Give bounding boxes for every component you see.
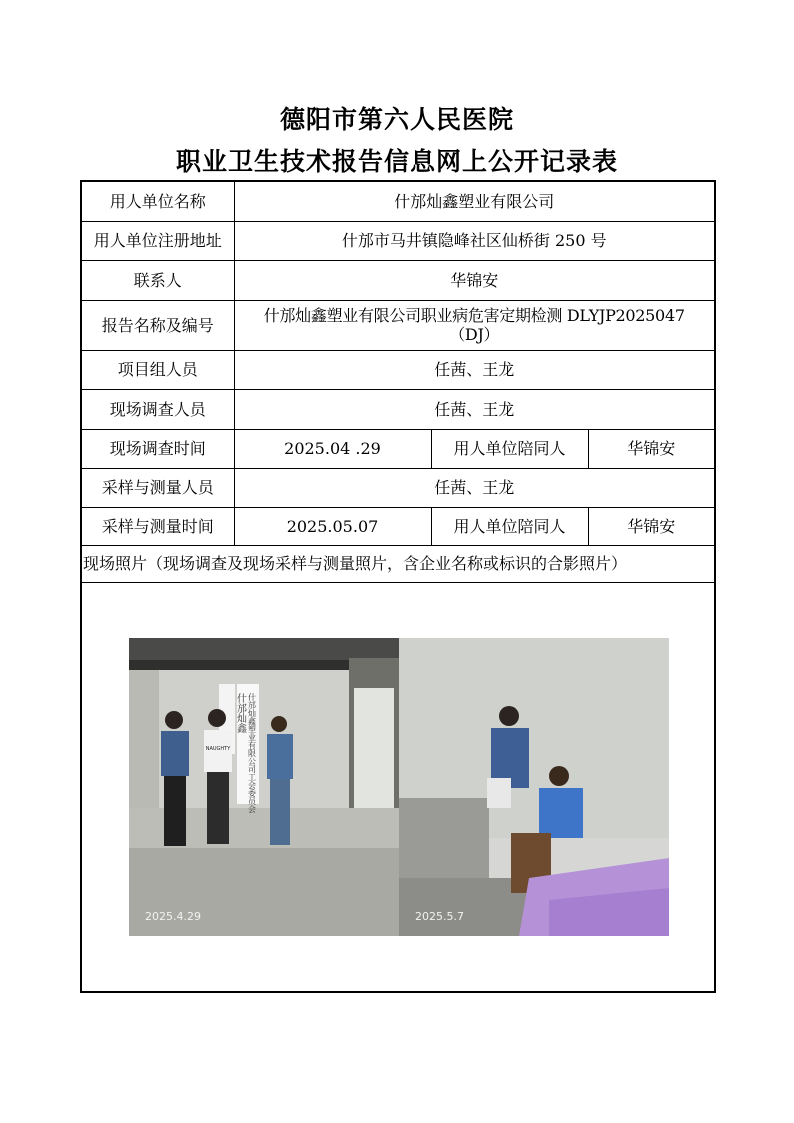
photo-group <box>129 638 669 936</box>
sampling-time-label: 采样与测量时间 <box>81 507 234 545</box>
shirt-text: NAUGHTY <box>205 745 231 752</box>
sampling-companion-value: 华锦安 <box>588 507 715 545</box>
employer-address-value: 什邡市马井镇隐峰社区仙桥街 250 号 <box>234 221 715 260</box>
employer-address-label: 用人单位注册地址 <box>81 221 234 260</box>
employer-name-value: 什邡灿鑫塑业有限公司 <box>234 181 715 221</box>
sampling-companion-label: 用人单位陪同人 <box>431 507 588 545</box>
employer-name-label: 用人单位名称 <box>81 181 234 221</box>
survey-staff-label: 现场调查人员 <box>81 389 234 429</box>
survey-time-label: 现场调查时间 <box>81 429 234 468</box>
sign-text: 什邡灿鑫 <box>234 692 246 733</box>
survey-companion-label: 用人单位陪同人 <box>431 429 588 468</box>
sampling-photo <box>399 638 669 936</box>
table-row <box>81 181 715 221</box>
report-value-line1: 什邡灿鑫塑业有限公司职业病危害定期检测 DLYJP2025047 <box>263 306 685 325</box>
table-row <box>81 545 715 582</box>
group-photo <box>129 638 399 936</box>
table-row <box>81 350 715 389</box>
table-row <box>81 582 715 992</box>
contact-value: 华锦安 <box>234 260 715 300</box>
table-row <box>81 300 715 350</box>
sampling-time-value: 2025.05.07 <box>234 507 431 545</box>
project-members-value: 任茜、王龙 <box>234 350 715 389</box>
table-row <box>81 221 715 260</box>
sampling-staff-label: 采样与测量人员 <box>81 468 234 507</box>
left-photo-date: 2025.4.29 <box>145 909 201 923</box>
form-title: 职业卫生技术报告信息网上公开记录表 <box>175 147 618 176</box>
right-photo-date: 2025.5.7 <box>415 909 464 923</box>
photos-cell <box>81 582 715 992</box>
sampling-staff-value: 任茜、王龙 <box>234 468 715 507</box>
report-label: 报告名称及编号 <box>81 300 234 350</box>
photos-heading: 现场照片（现场调查及现场采样与测量照片，含企业名称或标识的合影照片） <box>81 545 715 582</box>
report-value <box>234 300 715 350</box>
survey-companion-value: 华锦安 <box>588 429 715 468</box>
table-row <box>81 389 715 429</box>
survey-staff-value: 任茜、王龙 <box>234 389 715 429</box>
survey-time-value: 2025.04 .29 <box>234 429 431 468</box>
hospital-title: 德阳市第六人民医院 <box>279 105 514 134</box>
project-members-label: 项目组人员 <box>81 350 234 389</box>
table-row <box>81 429 715 468</box>
plaque-text: 什邡灿鑫塑业有限公司工会委员会 <box>247 692 257 813</box>
table-row <box>81 468 715 507</box>
record-table <box>80 180 716 993</box>
report-value-line2: （DJ） <box>449 325 500 344</box>
table-row <box>81 507 715 545</box>
table-row <box>81 260 715 300</box>
contact-label: 联系人 <box>81 260 234 300</box>
